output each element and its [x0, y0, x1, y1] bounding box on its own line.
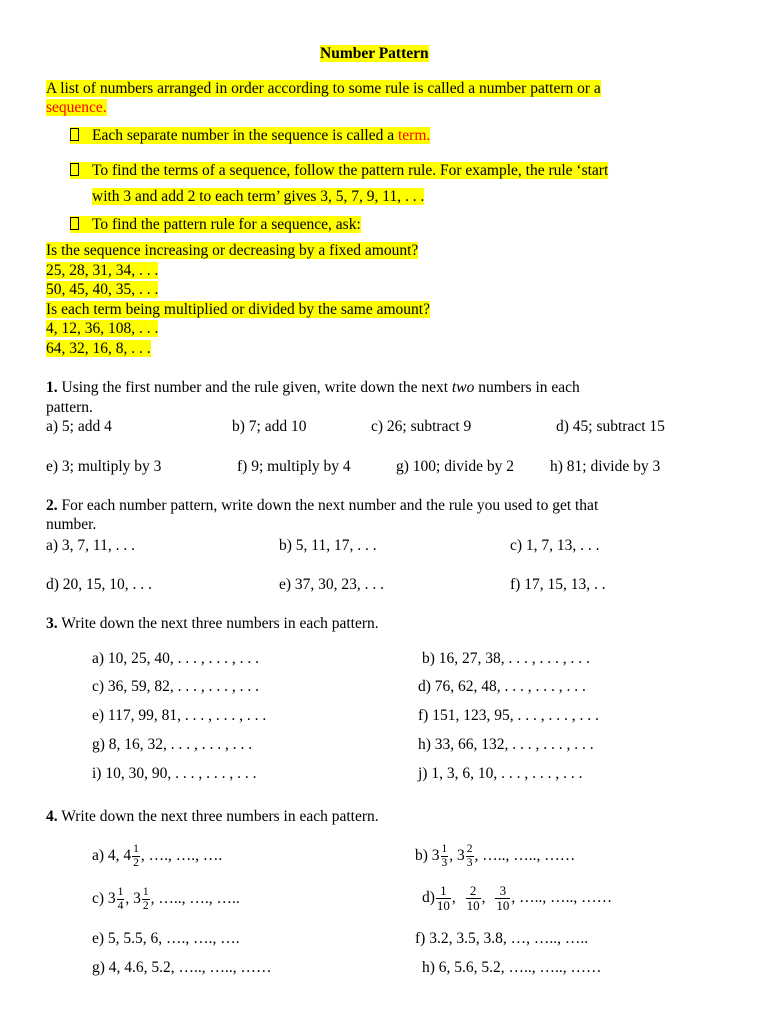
q2-item-c: c) 1, 7, 13, . . . — [510, 537, 600, 554]
q3-item-j: j) 1, 3, 6, 10, . . . , . . . , . . . — [418, 765, 583, 782]
fraction: $\frac{2}{10}$ — [466, 882, 480, 913]
question-2-prompt: 2. For each number pattern, write down the next number and the rule you used to get that — [46, 497, 599, 514]
q3-item-b: b) 16, 27, 38, . . . , . . . , . . . — [422, 650, 590, 667]
fraction: $\frac{2}{3}$ — [466, 842, 473, 869]
question-4-prompt: 4. Write down the next three numbers in each pattern. — [46, 808, 379, 825]
page-title: Number Pattern — [320, 45, 429, 62]
bullet-box-icon — [70, 217, 79, 230]
q1-item-a: a) 5; add 4 — [46, 418, 112, 435]
q1-item-f: f) 9; multiply by 4 — [237, 458, 351, 475]
q4-item-g: g) 4, 4.6, 5.2, ….., ….., …… — [92, 959, 272, 976]
q1-item-b: b) 7; add 10 — [232, 418, 307, 435]
q1-item-g: g) 100; divide by 2 — [396, 458, 514, 475]
q2-item-e: e) 37, 30, 23, . . . — [279, 576, 385, 593]
ask-question-2: Is each term being multiplied or divided by the same amount? — [46, 301, 430, 318]
q1-item-c: c) 26; subtract 9 — [371, 418, 472, 435]
q4-item-a: a) 4, 4 $\frac{1}{2}$ , …., …., …. — [92, 842, 223, 869]
question-2-prompt-line-2: number. — [46, 516, 97, 533]
ask-example-1: 25, 28, 31, 34, . . . — [46, 262, 159, 279]
q2-item-f: f) 17, 15, 13, . . — [510, 576, 606, 593]
bullet-box-icon — [70, 128, 79, 141]
q3-item-h: h) 33, 66, 132, . . . , . . . , . . . — [418, 736, 594, 753]
fraction: $\frac{1}{4}$ — [117, 885, 124, 912]
q4-item-d: d) $\frac{1}{10}$ , $\frac{2}{10}$ , $\frac{3}{10}$ , ….., ….., …… — [422, 882, 613, 913]
fraction: $\frac{1}{10}$ — [436, 882, 450, 913]
fraction: $\frac{1}{3}$ — [441, 842, 448, 869]
bullet-item-find-terms: To find the terms of a sequence, follow the pattern rule. For example, the rule ‘start — [70, 161, 608, 180]
q3-item-f: f) 151, 123, 95, . . . , . . . , . . . — [418, 707, 599, 724]
q4-item-f: f) 3.2, 3.5, 3.8, …, ….., ….. — [415, 930, 589, 947]
ask-example-2: 50, 45, 40, 35, . . . — [46, 281, 159, 298]
q2-item-a: a) 3, 7, 11, . . . — [46, 537, 135, 554]
q1-item-h: h) 81; divide by 3 — [550, 458, 661, 475]
q3-item-a: a) 10, 25, 40, . . . , . . . , . . . — [92, 650, 260, 667]
ask-example-4: 64, 32, 16, 8, . . . — [46, 340, 151, 357]
q4-item-b: b) 3 $\frac{1}{3}$ , 3 $\frac{2}{3}$ , ….., ….., …… — [415, 842, 576, 869]
q3-item-e: e) 117, 99, 81, . . . , . . . , . . . — [92, 707, 267, 724]
q4-item-e: e) 5, 5.5, 6, …., …., …. — [92, 930, 240, 947]
q1-item-e: e) 3; multiply by 3 — [46, 458, 162, 475]
q3-item-i: i) 10, 30, 90, . . . , . . . , . . . — [92, 765, 257, 782]
question-3-prompt: 3. Write down the next three numbers in each pattern. — [46, 615, 379, 632]
q3-item-d: d) 76, 62, 48, . . . , . . . , . . . — [418, 678, 586, 695]
bullet-item-find-rule: To find the pattern rule for a sequence, ask: — [70, 215, 361, 234]
fraction: $\frac{3}{10}$ — [496, 882, 510, 913]
bullet-item-find-terms-line-2: with 3 and add 2 to each term’ gives 3, 5, 7, 9, 11, . . . — [92, 188, 425, 205]
intro-line-1: A list of numbers arranged in order according to some rule is called a number pattern or a — [46, 80, 601, 97]
ask-example-3: 4, 12, 36, 108, . . . — [46, 320, 159, 337]
bullet-box-icon — [70, 163, 79, 176]
q3-item-g: g) 8, 16, 32, . . . , . . . , . . . — [92, 736, 253, 753]
q4-item-c: c) 3 $\frac{1}{4}$ , 3 $\frac{1}{2}$ , ….., …., ….. — [92, 885, 240, 912]
q4-item-h: h) 6, 5.6, 5.2, ….., ….., …… — [422, 959, 602, 976]
intro-line-2: sequence. — [46, 99, 107, 116]
q2-item-b: b) 5, 11, 17, . . . — [279, 537, 377, 554]
bullet-item-term: Each separate number in the sequence is called a term. — [70, 126, 430, 145]
ask-question-1: Is the sequence increasing or decreasing by a fixed amount? — [46, 242, 419, 259]
q2-item-d: d) 20, 15, 10, . . . — [46, 576, 152, 593]
question-1-prompt-line-2: pattern. — [46, 399, 93, 416]
question-1-prompt: 1. Using the first number and the rule given, write down the next two numbers in each — [46, 379, 580, 396]
fraction: $\frac{1}{2}$ — [142, 885, 149, 912]
q3-item-c: c) 36, 59, 82, . . . , . . . , . . . — [92, 678, 260, 695]
q1-item-d: d) 45; subtract 15 — [556, 418, 665, 435]
fraction: $\frac{1}{2}$ — [133, 842, 139, 869]
